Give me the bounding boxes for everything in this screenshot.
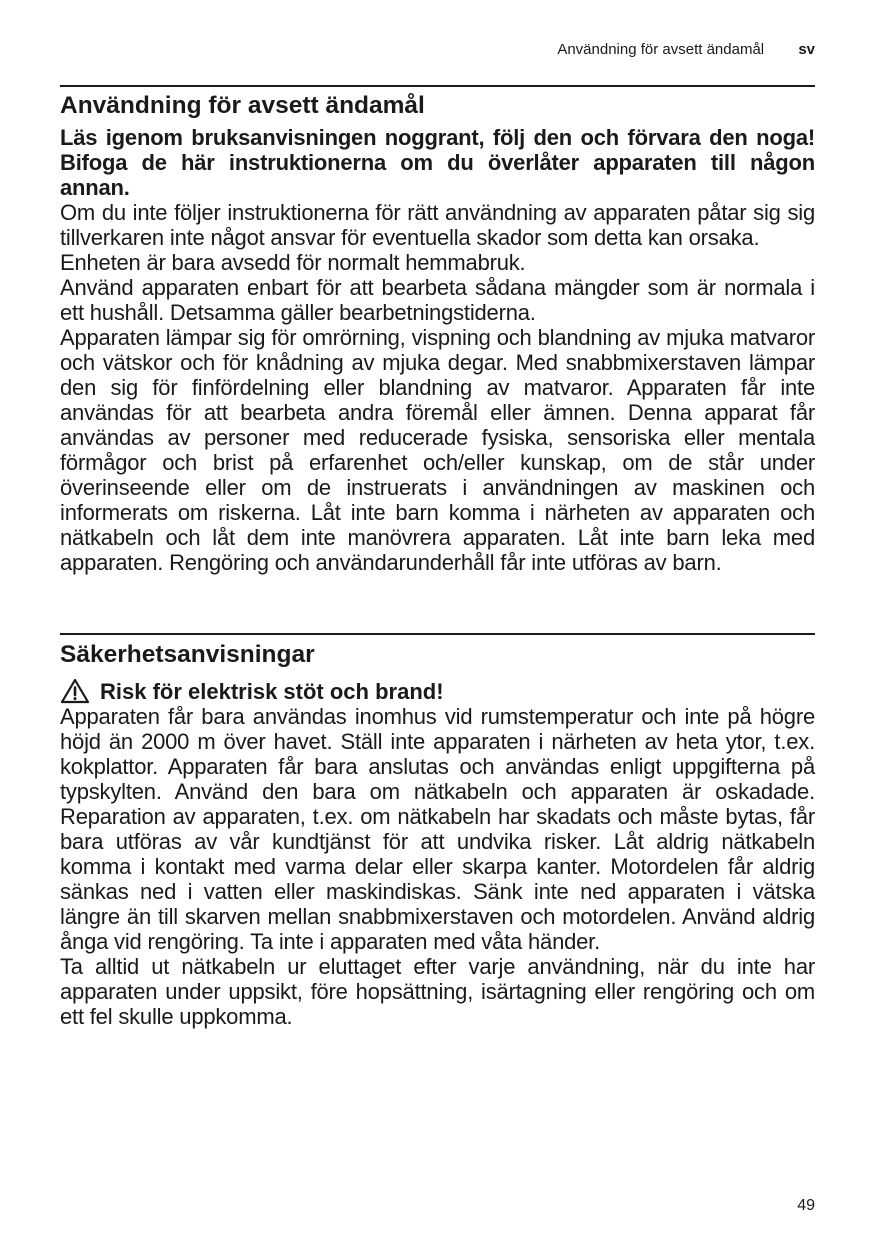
warning-notice xyxy=(60,678,815,704)
body-paragraph: Ta alltid ut nätkabeln ur eluttaget efter varje användning, när du inte har apparaten under uppsikt, före hopsättning, isärtagning eller rengöring och om ett fel skulle uppkomma. xyxy=(60,954,815,1029)
body-paragraph: Apparaten får bara användas inomhus vid rumstemperatur och inte på högre höjd än 2000 m över havet. Ställ inte apparaten i närheten av heta ytor, t.ex. kokplattor. Apparaten får bara anslutas och användas enligt uppgifterna på typskylten. Använd den bara om nätkabeln och apparaten är oskadade. Reparation av apparaten, t.ex. om nätkabeln har skadats och måste bytas, får bara utföras av vår kundtjänst för att undvika risker. Låt aldrig nätkabeln komma i kontakt med varma delar eller skarpa kanter. Motordelen får aldrig sänkas ned i vatten eller maskindiskas. Sänk inte ned apparaten i vätska längre än till skarven mellan snabbmixerstaven och motordelen. Använd aldrig ånga vid rengöring. Ta inte i apparaten med våta händer. xyxy=(60,704,815,954)
body-paragraph: Om du inte följer instruktionerna för rätt användning av apparaten påtar sig sig tillverkaren inte något ansvar för eventuella skador som detta kan orsaka. xyxy=(60,200,815,250)
section-heading: Användning för avsett ändamål xyxy=(60,92,425,119)
body-paragraph: Apparaten lämpar sig för omrörning, vispning och blandning av mjuka matvaror och vätskor och för knådning av mjuka degar. Med snabbmixerstaven lämpar den sig för finfördelning eller blandning av matvaror. Apparaten får inte användas för att bearbeta andra föremål eller ämnen. Denna apparat får användas av personer med reducerade fysiska, sensoriska eller mentala förmågor och brist på erfarenhet och/eller kunskap, om de står under överinseende eller om de instruerats i användningen av maskinen och informerats om riskerna. Låt inte barn komma i närheten av apparaten och nätkabeln och låt dem inte manövrera apparaten. Låt inte barn leka med apparaten. Rengöring och användarunderhåll får inte utföras av barn. xyxy=(60,325,815,575)
lead-paragraph: Läs igenom bruksanvisningen noggrant, följ den och förvara den noga! Bifoga de här instruktionerna om du överlåter apparaten till någon annan. xyxy=(60,125,815,200)
warning-text: Risk för elektrisk stöt och brand! xyxy=(100,678,444,704)
section-safety xyxy=(60,639,815,1029)
language-code: sv xyxy=(798,41,815,58)
section-divider xyxy=(60,85,815,87)
running-header xyxy=(557,40,815,60)
body-paragraph: Använd apparaten enbart för att bearbeta sådana mängder som är normala i ett hushåll. Detsamma gäller bearbetningstiderna. xyxy=(60,275,815,325)
page-number: 49 xyxy=(797,1197,815,1214)
warning-triangle-icon xyxy=(60,678,90,704)
section-divider xyxy=(60,633,815,635)
body-paragraph: Enheten är bara avsedd för normalt hemmabruk. xyxy=(60,250,526,275)
section-heading: Säkerhetsanvisningar xyxy=(60,641,315,668)
running-header-title: Användning för avsett ändamål xyxy=(557,41,765,58)
section-intended-use xyxy=(60,90,815,575)
